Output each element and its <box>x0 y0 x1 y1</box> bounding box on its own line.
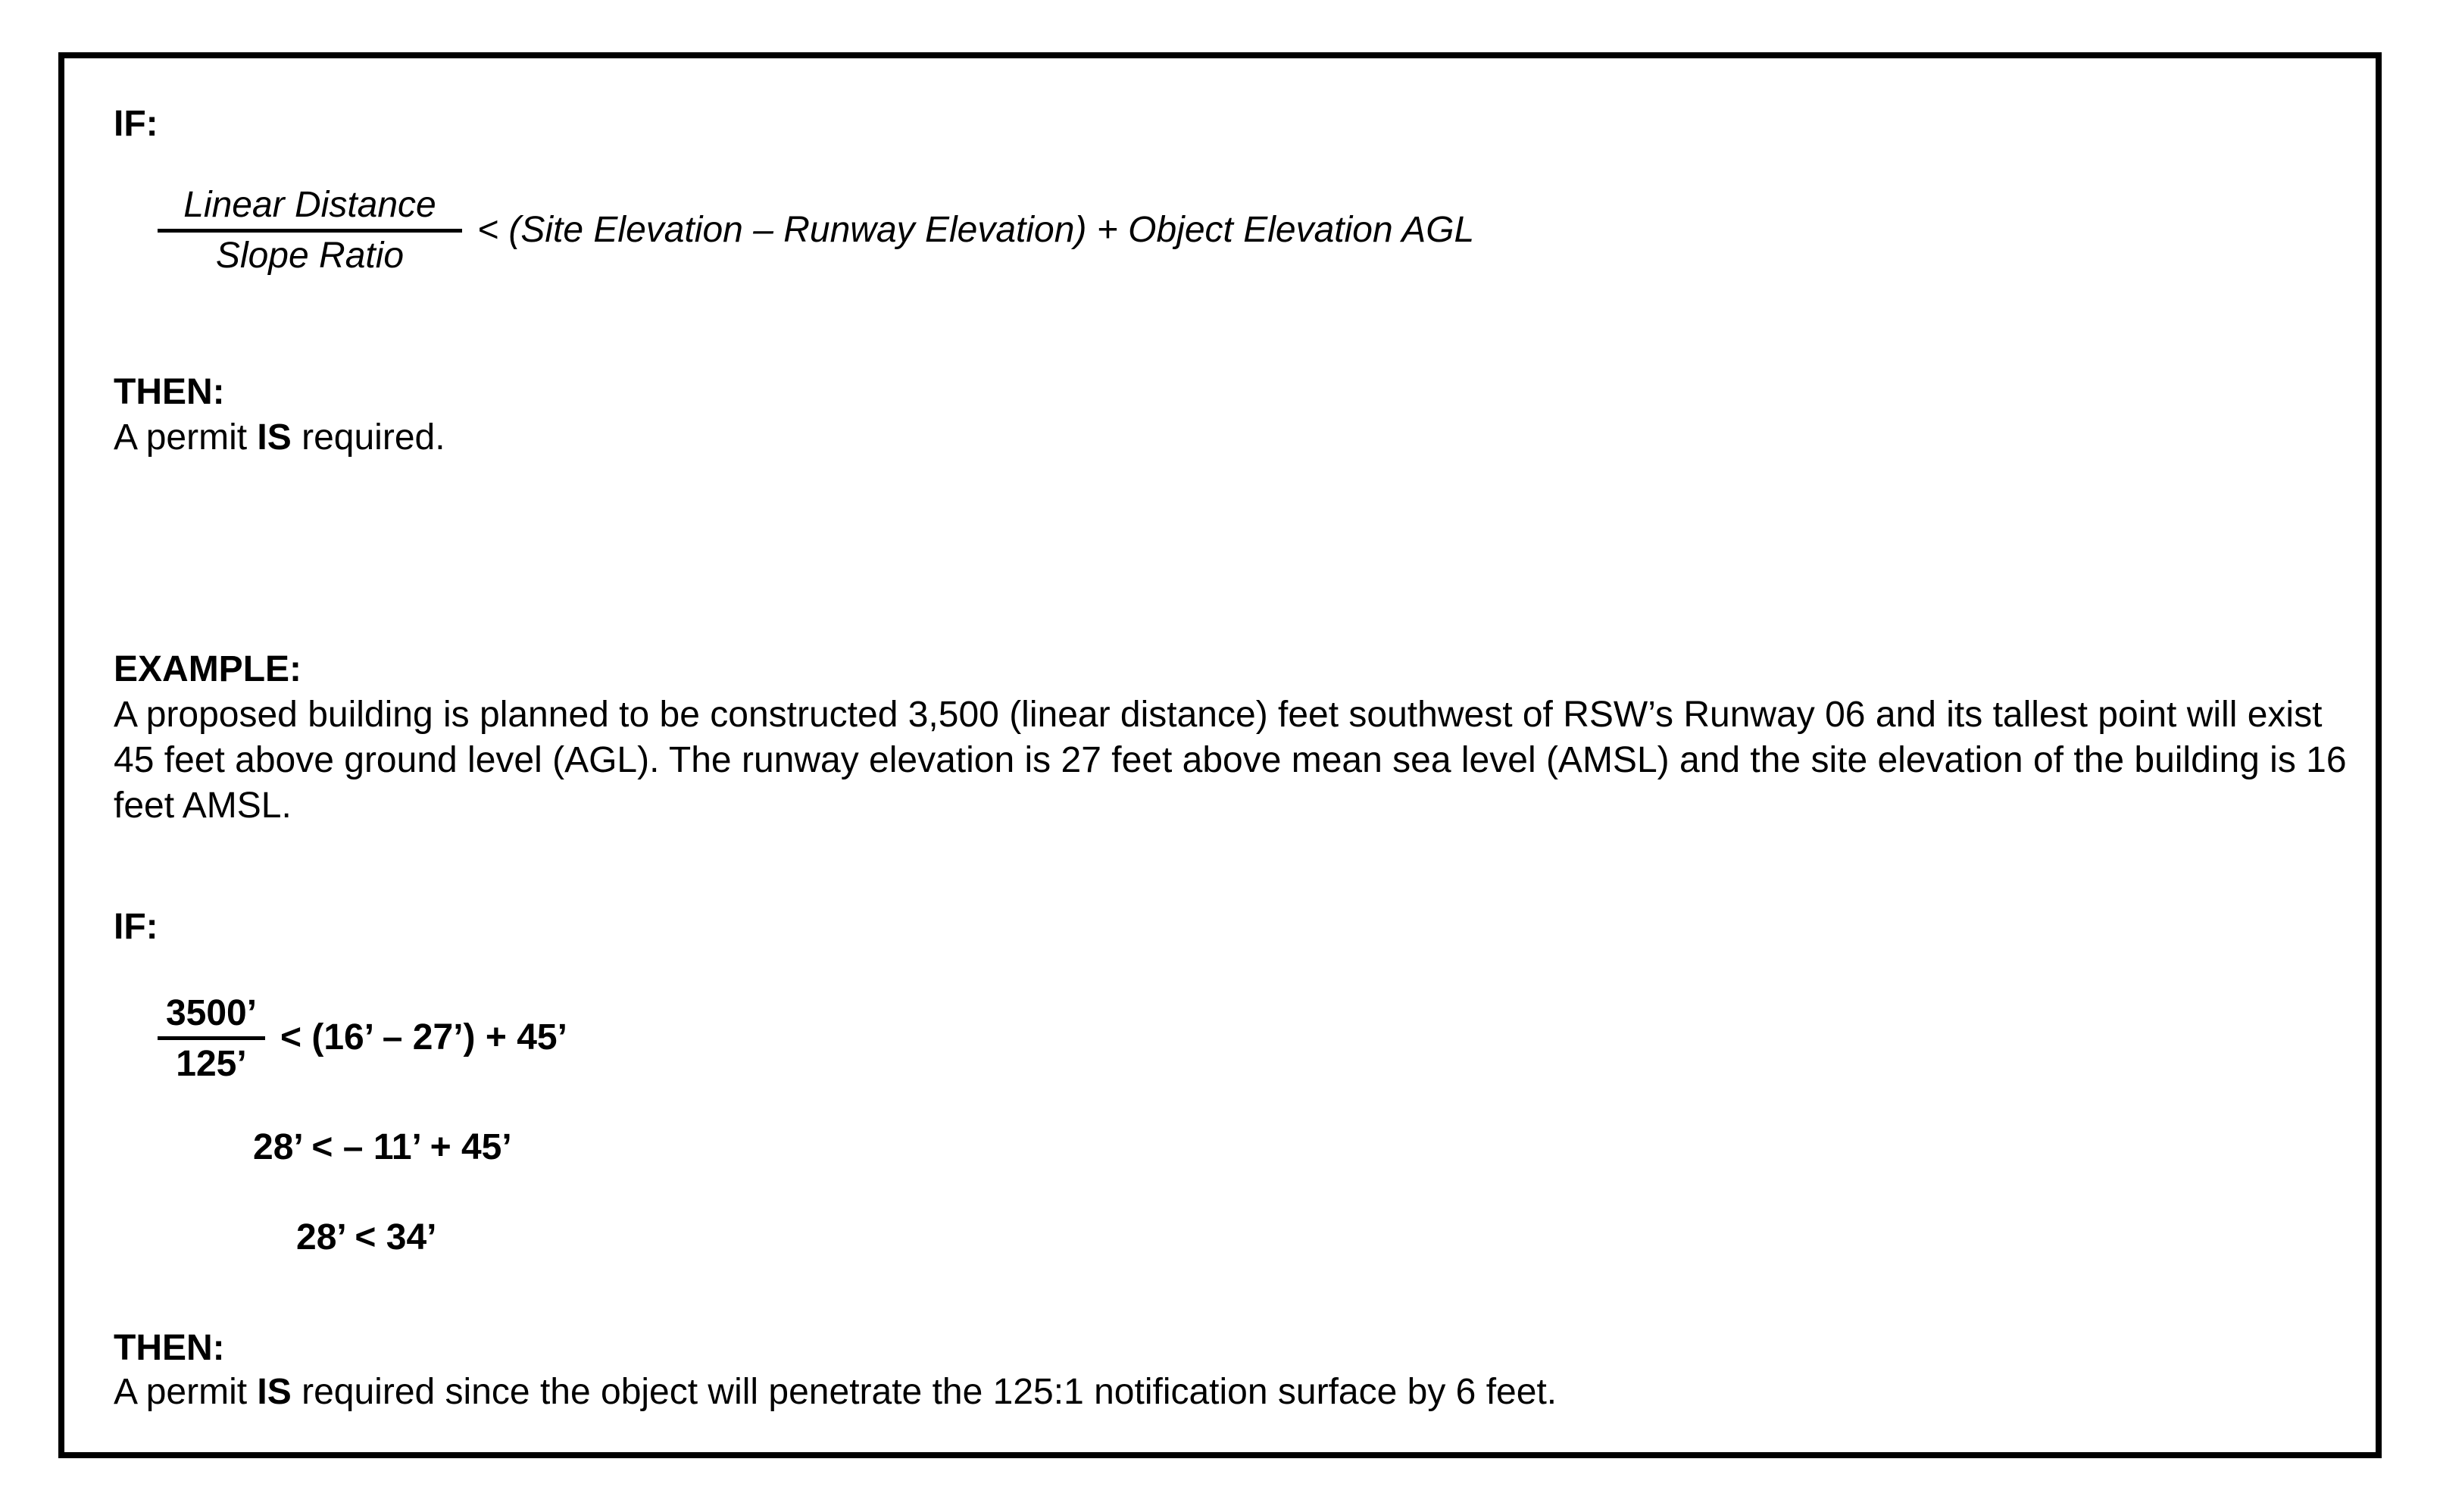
if-heading-1: IF: <box>114 104 158 144</box>
fraction-denominator: Slope Ratio <box>215 236 405 276</box>
result-text-emphasis: IS <box>257 417 292 458</box>
then-result-2 <box>114 1371 1557 1414</box>
if-heading-2: IF: <box>114 907 158 947</box>
calculation-step-2: 28’ < 34’ <box>296 1217 437 1257</box>
example-formula-fraction <box>158 991 265 1089</box>
fraction-numerator: 3500’ <box>165 993 258 1033</box>
result-text-pre: A permit <box>114 417 258 458</box>
example-formula-rhs: < (16’ – 27’) + 45’ <box>280 1017 567 1057</box>
then-heading-2: THEN: <box>114 1328 225 1368</box>
fraction-numerator: Linear Distance <box>183 185 436 225</box>
calculation-step-1: 28’ < – 11’ + 45’ <box>253 1127 512 1167</box>
result-text-pre: A permit <box>114 1372 258 1412</box>
result-text-post: required. <box>291 417 445 458</box>
general-formula-fraction <box>158 182 462 280</box>
then-result-1 <box>114 417 445 459</box>
result-text-emphasis: IS <box>257 1372 292 1412</box>
fraction-denominator: 125’ <box>176 1044 247 1084</box>
example-heading: EXAMPLE: <box>114 649 302 689</box>
result-text-post: required since the object will penetrate the 125:1 notification surface by 6 feet. <box>291 1372 1557 1412</box>
general-formula-rhs: < (Site Elevation – Runway Elevation) + Object Elevation AGL <box>477 210 1475 250</box>
example-paragraph: A proposed building is planned to be constructed 3,500 (linear distance) feet southwest of RSW’s Runway 06 and its tallest point will exist 45 feet above ground level (AGL). The runway elevation is 27 feet above mean sea level (AMSL) and the site elevation of the building is 16 feet AMSL. <box>114 695 2347 826</box>
then-heading-1: THEN: <box>114 372 225 412</box>
